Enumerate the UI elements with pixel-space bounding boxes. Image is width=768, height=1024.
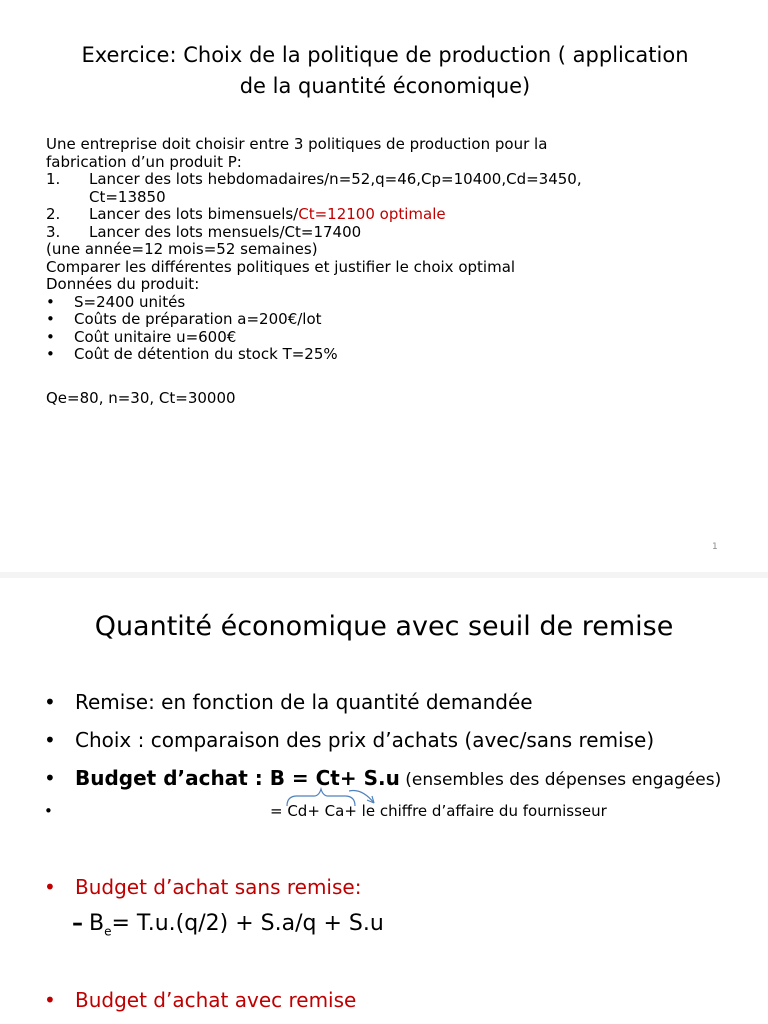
budget-formula-note: (ensembles des dépenses engagées) bbox=[399, 770, 722, 790]
bullet-text: Budget d’achat avec remise bbox=[75, 988, 357, 1012]
spacer bbox=[46, 364, 736, 390]
data-bullet-2 bbox=[46, 311, 736, 329]
slide-2-title: Quantité économique avec seuil de remise bbox=[94, 611, 674, 642]
policy-number: 2. bbox=[46, 205, 61, 223]
title-line-1: Exercice: Choix de la politique de production ( application bbox=[81, 43, 689, 67]
bullet-dot: • bbox=[44, 988, 56, 1012]
policy-number: 1. bbox=[46, 170, 61, 188]
compare-instruction: Comparer les différentes politiques et justifier le choix optimal bbox=[46, 257, 516, 276]
data-heading: Données du produit: bbox=[46, 275, 200, 293]
formula-subscript: e bbox=[104, 924, 112, 939]
slide-1-body bbox=[46, 136, 736, 407]
formula-expression: = T.u.(q/2) + S.a/q + S.u bbox=[111, 911, 384, 936]
intro-line-1: Une entreprise doit choisir entre 3 politiques de production pour la bbox=[46, 135, 548, 153]
data-bullet-4 bbox=[46, 346, 736, 364]
exercise-result: Qe=80, n=30, Ct=30000 bbox=[46, 388, 236, 407]
policy-item-1-continued: Ct=13850 bbox=[89, 187, 166, 206]
bullet-dot: • bbox=[46, 292, 55, 311]
policy-item-2 bbox=[46, 206, 736, 224]
bullet-dot: • bbox=[44, 690, 56, 714]
bullet-text: Coûts de préparation a=200€/lot bbox=[74, 310, 322, 328]
policy-text: Lancer des lots mensuels/Ct=17400 bbox=[89, 222, 362, 241]
bullet-text: Coût unitaire u=600€ bbox=[74, 327, 237, 346]
policy-number: 3. bbox=[46, 222, 61, 241]
bullet-sans-remise bbox=[44, 875, 361, 899]
budget-detail-text: = Cd+ Ca+ le chiffre d’affaire du fournisseur bbox=[270, 802, 607, 820]
bullet-text: S=2400 unités bbox=[74, 292, 186, 311]
bullet-dot: • bbox=[44, 766, 56, 790]
bullet-text: Remise: en fonction de la quantité demandée bbox=[75, 690, 533, 714]
slide-1-title bbox=[40, 40, 730, 102]
bullet-text: Coût de détention du stock T=25% bbox=[74, 345, 338, 363]
brace-path bbox=[287, 789, 355, 806]
policy-text: Lancer des lots hebdomadaires/n=52,q=46,Cp=10400,Cd=3450, bbox=[89, 170, 582, 188]
policy-item-1 bbox=[46, 171, 736, 189]
policy-item-3 bbox=[46, 224, 736, 242]
intro-line-2: fabrication d’un produit P: bbox=[46, 152, 242, 171]
year-note: (une année=12 mois=52 semaines) bbox=[46, 240, 318, 258]
slide-2 bbox=[0, 578, 768, 1024]
data-bullet-3 bbox=[46, 329, 736, 347]
formula-sans-remise bbox=[72, 911, 384, 938]
bullet-text: Choix : comparaison des prix d’achats (avec/sans remise) bbox=[75, 728, 655, 752]
bullet-dot: • bbox=[44, 728, 56, 752]
data-bullet-1 bbox=[46, 294, 736, 312]
annotation-brace bbox=[0, 578, 768, 1024]
formula-b: B bbox=[89, 911, 105, 936]
bullet-dot: • bbox=[44, 802, 53, 820]
formula-dash: – bbox=[72, 911, 83, 936]
bullet-dot: • bbox=[44, 875, 56, 899]
bullet-dot: • bbox=[46, 310, 55, 328]
bullet-dot: • bbox=[46, 327, 55, 346]
policy-text: Lancer des lots bimensuels/ bbox=[89, 205, 299, 223]
page-number: 1 bbox=[712, 542, 718, 552]
bullet-text: Budget d’achat sans remise: bbox=[75, 875, 362, 899]
budget-formula-bold: Budget d’achat : B = Ct+ S.u bbox=[75, 766, 400, 790]
optimal-highlight: Ct=12100 optimale bbox=[298, 205, 446, 223]
bullet-avec-remise bbox=[44, 988, 356, 1012]
title-line-2: de la quantité économique) bbox=[239, 74, 531, 98]
bullet-dot: • bbox=[46, 345, 55, 363]
